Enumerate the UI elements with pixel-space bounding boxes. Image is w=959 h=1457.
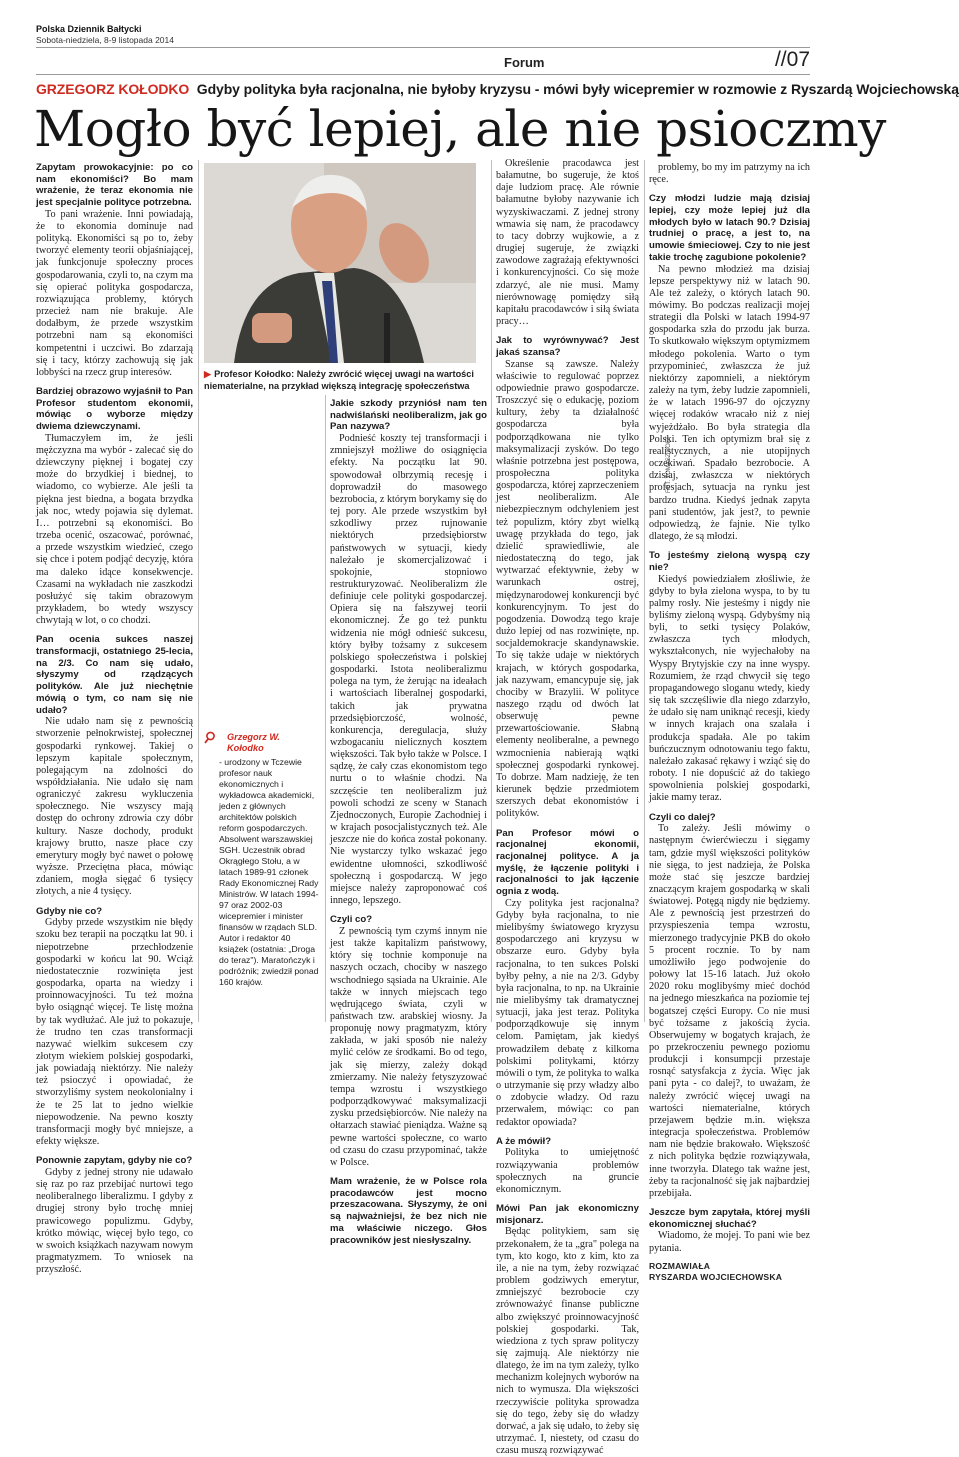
interview-answer: Gdyby przede wszystkim nie błędy szoku bez terapii na początku lat 90. i niepotrzebne przechłodzenie gospodarki w końcu lat 90. Wciąż niedostatecznie rozwinięta jest gospodarka, oparta na wiedzy i proinnowacyjności. Tu też można było osiągnąć więcej. Te listę można by tak wydłużać. Ale już to pokazuje, że trudno ten czas transformacji nazywać wielkim sukcesem czy złotym wiekiem polskiej gospodarki, jak powiadają niektórzy. Nie należy też psioczyć i opowiadać, że stworzyliśmy system neokolonialny i że te 25 lat to jedno wielkie niepowodzenie. Na pewno koszty transformacji mogły być mniejsze, a efekty większe. xyxy=(36,917,193,1148)
interview-question: Jeszcze bym zapytała, której myśli ekonomicznej słuchać? xyxy=(649,1207,810,1230)
signature-name: RYSZARDA WOJCIECHOWSKA xyxy=(649,1271,783,1282)
column-4 xyxy=(496,158,639,1457)
article-deck xyxy=(36,81,959,97)
interview-question: Mówi Pan jak ekonomiczny misjonarz. xyxy=(496,1203,639,1226)
interview-answer: Z pewnością tym czymś innym nie jest także kapitalizm państwowy, który się tochnie komponuje na naszych oczach, chociby w naszego wschodniego sąsiada na Ukrainie. Ale także w innych miejscach tego wędrującego świata, czyli w państwach tzw. arabskiej wiosny. Ja proponuję nowy pragmatyzm, który zakłada, w jaki sposób nie należy mylić celów ze środkami. Bo od tego, jak się mierzy, zależy dokąd zmierzamy. Nie należy fetyszyzować tempa wzrostu i wszystkiego podporządkowywać maksymalizacji zysku przedsiębiorców. Nie należy na ołtarzach stawiać pieniądza. Ważne są pewne wartości społeczne, co warto od czasu do czasu przypominać, także w Polsce. xyxy=(330,925,487,1168)
signature-label: ROZMAWIAŁA xyxy=(649,1260,711,1271)
interview-question: Gdyby nie co? xyxy=(36,905,103,917)
interview-answer: Tłumaczyłem im, że jeśli mężczyzna ma wybór - zalecać się do dziewczyny pięknej i bogatej czy może do brzydkiej i biednej, to wiadomo, co wybierze. Ale jeśli ta piękna jest biedna, a bogata brzydka jak noc, wtedy pojawia się dylemat. I… potrzebni są ekonomiści. Bo trzeba ocenić, oszacować, porównać, a przede wszystkim wiedzieć, czego się chce i potem podjąć decyzję, która ma daleko idące konsekwencje. Czasami na wykładach nie zaszkodzi posłużyć się takim obrazowym przykładem, bo wtedy wszyscy chwytają w lot, o co chodzi. xyxy=(36,432,193,627)
interview-question: A że mówił? xyxy=(496,1135,552,1147)
interview-answer: To pani wrażenie. Inni powiadają, że to ekonomia dominuje nad polityką. Ekonomiści są po to, żeby tworzyć elementy teorii objaśniającej, jak funkcjonuje społeczny proces gospodarowania, czyli to, na czym ma się opierać polityka gospodarcza, rozwiązująca problemy, których przecież nam nie brakuje. Ale dodałbym, że przede wszystkim potrzebni nam są ekonomiści kompetentni i uczciwi. Bo zdarzają się i tacy, którzy zachowują się jak lobbyści na rzecz grup interesów. xyxy=(36,208,193,378)
column-5 xyxy=(649,162,810,1282)
interview-answer: problemy, bo my im patrzymy na ich ręce. xyxy=(649,162,810,186)
interview-answer: Szanse są zawsze. Należy właściwie to regulować poprzez odpowiednie prawo gospodarcze. Troszczyć się o edukację, poziom kultury, żeby ta działalność gospodarcza była podporządkowana nie tylko maksymalizacji zysków. Do tego właśnie potrzebna jest postępowa, prospołeczna polityka gospodarcza, której zaprzeczeniem jest neoliberalizm. Ale niebezpiecznym odchyleniem jest też populizm, który zbyt wielką uwagę przykłada do tego, jak dzielić sprawiedliwie, ale niedostateczną do tego, jak wytwarzać efektywnie, żeby w warunkach ostrej, międzynarodowej konkurencji być konkurencyjnym. To jest do pogodzenia. Dowodzą tego kraje dużo lepiej od nas rozwinięte, np. socjaldemokracje skandynawskie. To się także udaje w niektórych krajach, w których gospodarka, jak nazywam, emancypuje się, jak chociby w Brazylii. W polityce naszego rządu od dwóch lat obserwuję pewne przewartościowanie. Słabną elementy neoliberalne, a pewnego wzmocnienia nabierają wątki społecznej gospodarki rynkowej. To dobrze. Mam nadzieję, że ten kierunek będzie przedmiotem szerszych debat ekonomistów i polityków. xyxy=(496,358,639,820)
bio-name: Grzegorz W. Kołodko xyxy=(227,732,280,753)
interview-answer: Podnieść koszty tej transformacji i zmniejszył możliwe do osiągnięcia efekty. Na początku lat 90. spowodował olbrzymią recesję i doprowadził do masowego bezrobocia, z którym borykamy się do tej pory. Ale przede wszystkim był szkodliwy przez rujnowanie niektórych przedsiębiorstw państwowych w sytuacji, kiedy należało je skomercjalizować i spokojnie, stopniowo restrukturyzować. Neoliberalizm źle definiuje cele polityki gospodarczej. Opiera się na fałszywej teorii ekonomicznej. Źe go też punktu widzenia nie mógł odnieść sukcesu, który byłby tożsamy z sukcesem polskiego społeczeństwa i polskiej gospodarki. Istota neoliberalizmu polega na tym, że żerując na ideałach i wartościach liberalnej gospodarki, takich jak prywatna przedsiębiorczość, wolność, konkurencja, deregulacja, służy wzbogacaniu nielicznych kosztem większości. Tak było także w Polsce. I sądzę, że cały czas ekonomistom tego nurtu o to właśnie chodzi. Na szczęście ten neoliberalizm już powoli schodzi ze sceny w Stanach Zjednoczonych, Europie Zachodniej i w krajach posocjalistycznych też. Ale jeszcze nie do końca został pokonany. Nie wystarczy tylko wskazać jego ewidentne ułomności, szkodliwość społeczną i gospodarczą. W jego miejsce należy zaproponować coś innego, lepszego. xyxy=(330,433,487,907)
page-number: //07 xyxy=(774,48,810,71)
photo-caption xyxy=(204,369,476,392)
interview-question: Czyli co? xyxy=(330,914,373,926)
photo-credit: FOT. TOMASZ BOŁT xyxy=(666,436,672,493)
interview-answer: Kiedyś powiedziałem złośliwie, że gdyby to była zielona wyspa, to by tu palmy rosły. Nie jesteśmy i nigdy nie byliśmy zieloną wyspą. Gdybyśmy nią byli, to setki tysięcy Polaków, zwłaszcza tych młodych, wykształconych, nie wyjechałoby na Wyspy Brytyjskie czy na inne wyspy. Rozumiem, że rząd chwycił się tego propagandowego sloganu wtedy, kiedy się tak szczęśliwie dla niego zdarzyło, że udało się nam uniknąć recesji, kiedy w innych krajach ona szalała i produkcja spadała. Ale po takim buńczucznym odnotowaniu tego faktu, należało zakasać rękawy i wziąć się do roboty. I nie dopuścić aż do takiego spowolnienia polskiej gospodarki, jakie mamy teraz. xyxy=(649,573,810,804)
column-3 xyxy=(330,398,487,1246)
deck-author: GRZEGORZ KOŁODKO xyxy=(36,81,190,97)
interview-question: Jak to wyrównywać? Jest jakaś szansa? xyxy=(496,335,639,358)
page-header xyxy=(36,0,810,74)
column-divider xyxy=(644,160,645,1022)
publication-name: Polska Dziennik Bałtycki xyxy=(36,24,142,34)
interview-answer: Będąc politykiem, sam się przekonałem, że ta „gra" polega na tym, kto kogo, kto z kim, kto za ile, a nie na tym, żeby rozwiązać problem godziwych emerytur, zmniejszyć bezrobocie czy zrównoważyć finanse publiczne albo zwiększyć proinnowacyjność polskiej gospodarki. Tak, wiedziona z tych spraw polityczy się zajmują. Ale niektórzy nie dlatego, że im na tym zależy, tylko mechanizm kolejnych wyborów na nich to wymusza. Dla większości rzeczywiście polityka sprowadza się do tego, żeby się do władzy dorwać, a jak się udało, to żeby się utrzymać. I, niestety, od czasu do czasu muszą rozwiązywać xyxy=(496,1226,639,1457)
article-title: Mogło być lepiej, ale nie psioczmy xyxy=(34,100,886,158)
caption-text: Profesor Kołodko: Należy zwrócić więcej uwagi na wartości niematerialne, na przykład większą integrację społeczeństwa xyxy=(204,369,474,391)
bio-text: - urodzony w Tczewie profesor nauk ekonomicznych i wykładowca akademicki, jeden z głównych architektów polskich reform gospodarczych. Absolwent warszawskiej SGH. Uczestnik obrad Okrągłego Stołu, a w latach 1989-91 członek Rady Ekonomicznej Rady Ministrów. W latach 1994-97 oraz 2002-03 wicepremier i minister finansów w rządach SLD. Autor i redaktor 40 książek (ostatnia: „Droga do teraz"). Maratończyk i podróżnik; zwiedził ponad 160 krajów. xyxy=(219,756,319,987)
interview-question: Jakie szkody przyniósł nam ten nadwiślański neoliberalizm, jak go Pan nazywa? xyxy=(330,398,487,433)
interview-answer: Polityka to umiejętność rozwiązywania problemów społecznych na gruncie ekonomicznym. xyxy=(496,1147,639,1195)
interview-answer: Nie udało nam się z pewnością stworzenie pełnokrwistej, społecznej gospodarki rynkowej. Takiej o lepszym kapitale społecznym, polegającym na zdolności do współdziałania. Nie udało się nam ograniczyć zakresu wykluczenia społecznego. Nie wszyscy mają dostęp do ochrony zdrowia czy dóbr kultury. Nasze dochody, produkt krajowy brutto, nasze płace czy emerytury mogły być nawet o połowę wyższe. Przeciętna płaca, mówiąc zdaniem, mogła sięgać 6 tysięcy złotych, a nie 4 tysięcy. xyxy=(36,716,193,898)
interview-question: Pan Profesor mówi o racjonalnej ekonomii, racjonalnej polityce. A ja myślę, że łączenie polityki i racjonalności to jak łączenie ognia z wodą. xyxy=(496,827,639,898)
magnifier-icon xyxy=(204,731,217,744)
interview-answer: Określenie pracodawca jest bałamutne, bo sugeruje, że ktoś daje ludziom pracę. Ale równie bałamutne byłoby nazywanie ich wyzyskiwaczami. Z jednej strony wmawia się nam, że pracodawcy to tacy dobrzy wujkowie, a z drugiej sugeruje, że związki zawodowe zagrażają efektywności i konkurencyjności. Co się może zdarzyć, ale nie musi. Mamy nierównowagę pomiędzy siłą kapitału pracodawców i siłą świata pracy… xyxy=(496,158,639,328)
interview-answer: Czy polityka jest racjonalna? Gdyby była racjonalna, to nie mielibyśmy światowego kryzysu gospodarczego ani kryzysu w obszarze euro. Gdyby była racjonalna, to ten sukces Polski byłby pełny, a nie na 2/3. Gdyby była racjonalna, to np. na Ukrainie nie mielibyśmy tak dramatycznej sytuacji, jaka jest teraz. Polityka podporządkowuje się innym celom. Pamiętam, jak kiedyś prowadziłem debatę z kilkoma polskimi politykami, którzy mówili o tym, że polityka to walka o utrzymanie się przy władzy albo o zdobycie władzy. Od razu przerwałem, mówiąc: co pan redaktor opowiada? xyxy=(496,897,639,1128)
interview-answer: Wiadomo, że mojej. To pani wie bez pytania. xyxy=(649,1230,810,1254)
interview-question: Zapytam prowokacyjnie: po co nam ekonomiści? Bo mam wrażenie, że teraz ekonomia nie jest specjalnie polityce potrzebna. xyxy=(36,162,193,209)
deck-text: Gdyby polityka była racjonalna, nie byłoby kryzysu - mówi były wicepremier w rozmowie z Ryszardą Wojciechowską xyxy=(196,81,959,97)
interview-question: Bardziej obrazowo wyjaśnił to Pan Profesor studentom ekonomii, mówiąc o wyborze między dwiema dziewczynami. xyxy=(36,386,193,433)
interview-question: Czyli co dalej? xyxy=(649,811,716,823)
author-bio xyxy=(219,732,319,988)
interview-question: To jesteśmy zieloną wyspą czy nie? xyxy=(649,550,810,573)
portrait-illustration xyxy=(204,163,476,363)
interview-answer: Na pewno młodzież ma dzisiaj lepsze perspektywy niż w latach 90. Ale też zależy, o których latach 90. mówimy. Bo podczas realizacji mojej strategii dla Polski w latach 1994-97 gospodarka szła do przodu jak burza. To skutkowało większym optymizmem młodego pokolenia. Warto o tym przypominieć, zwłaszcza że już niektórzy zapomnieli, a niektórym zależy na tym, żeby ludzie zapomnieli, że w latach 1996-97 do ojczyzny więcej rodaków wracało niż z niej wyjeżdżało. Bo była strategia dla Polski. Ten ich optymizm brał się z realistycznych, a nie utopijnych oczekiwań. Spadało bezrobocie. A dzisiaj, zwłaszcza w niektórych profesjach, sytuacja na rynku jest bardzo trudna. Kiedyś jednak zapyta pani studentów, jak jest?, to pewnie odpowiedzą, że fajnie. Nie tylko dlatego, że są młodzi. xyxy=(649,263,810,542)
section-name: Forum xyxy=(504,55,545,70)
interview-question: Pan ocenia sukces naszej transformacji, ostatniego 25-lecia, na 2/3. Co nam się udało, słyszymy od rządzących polityków. Ale już niechętnie mówią o tym, co nam się nie udało? xyxy=(36,634,193,716)
interview-answer: To zależy. Jeśli mówimy o następnym ćwierćwieczu i sięgamy tam, gdzie myśl większości polityków nie sięga, to jest nadzieja, że Polska może stać się jeszcze bardziej znaczącym krajem gospodarką w skali światowej. Potęgą nigdy nie będziemy. Ale z pewnością jest przestrzeń do przyspieszenia tempa wzrostu, mierzonego tradycyjnie PKB do około 5 procent rocznie. To by nam umożliwiło jego podwojenie do połowy lat 15-16 latach. Już około 2020 roku moglibyśmy mieć dochód na jednego mieszkańca na poziomie tej bogatszej części Europy. Co nie musi być tożsame z jakością życia. Obserwujemy w bogatych krajach, że po przekroczeniu pewnego poziomu produkcji i konsumpcji przestaje rosnąć satysfakcja z życia. Więc jak pani pyta - co dalej?, to uważam, że należy zwrócić więcej uwagi na wartości niematerialne, których przejawem będzie m.in. większa integracja społeczeństwa. Problemów nam nie będzie brakowało. Większość z nich polityka będzie rozwiązywała, inne tworzyła. Dlatego tak ważne jest, żeby ta racjonalność się jak najbardziej przebijała. xyxy=(649,823,810,1199)
header-rule-bottom xyxy=(36,74,810,75)
publication-date: Sobota-niedziela, 8-9 listopada 2014 xyxy=(36,35,174,45)
interview-answer: Gdyby z jednej strony nie udawało się raz po raz przebijać nurtowi tego neoliberalnego liberalizmu. I gdyby z drugiej strony było trochę mniej prawicowego populizmu. Gdyby, krótko mówiąc, więcej było tego, co w swoich książkach nazywam nowym pragmatyzmem. To wniosek na przyszłość. xyxy=(36,1166,193,1276)
column-divider xyxy=(198,160,199,1022)
interview-question: Ponownie zapytam, gdyby nie co? xyxy=(36,1155,193,1167)
interview-question: Czy młodzi ludzie mają dzisiaj lepiej, czy może lepiej już dla młodych było w latach 90.? Dzisiaj trudniej o pracę, a jest to, na umowie śmieciowej. Czy to nie jest takie trochę zagubione pokolenie? xyxy=(649,193,810,263)
column-divider xyxy=(325,395,326,1022)
column-divider xyxy=(491,160,492,1022)
interview-question: Mam wrażenie, że w Polsce rola pracodawców jest mocno przeszacowana. Słyszymy, że oni są najważniejsi, że bez nich nie ma właściwie niczego. Głos pracowników jest niesłyszalny. xyxy=(330,1176,487,1246)
caption-marker-icon: ▶ xyxy=(204,369,212,379)
column-1 xyxy=(36,162,193,1276)
interviewer-signature xyxy=(649,1261,810,1283)
header-rule-top xyxy=(36,47,810,48)
